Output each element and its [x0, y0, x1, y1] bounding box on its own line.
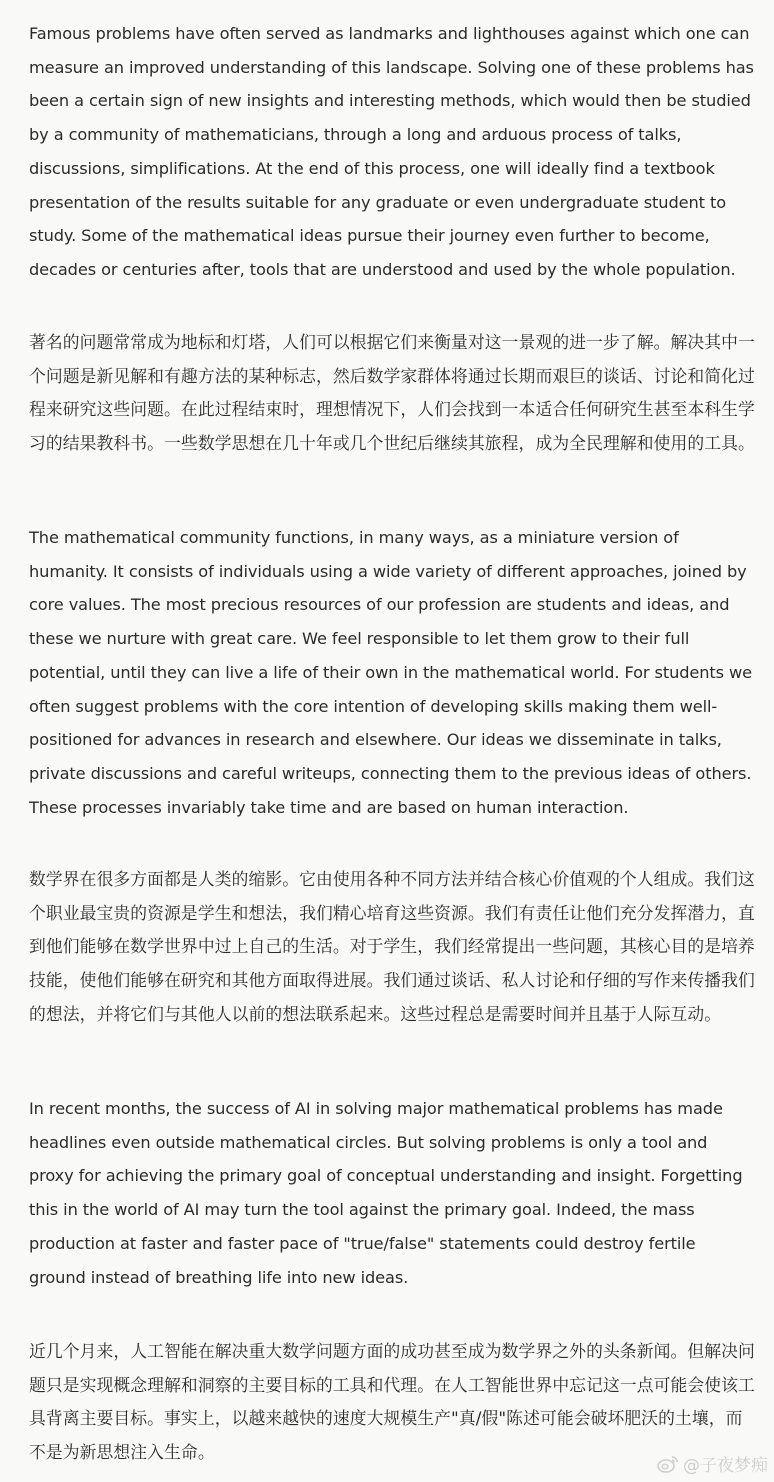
watermark-text: @子夜梦痴	[683, 1456, 768, 1476]
paragraph-chinese-3: 近几个月来，人工智能在解决重大数学问题方面的成功甚至成为数学界之外的头条新闻。但解决问题只是实现概念理解和洞察的主要目标的工具和代理。在人工智能世界中忘记这一点可能会使该工具背离主要目标。事实上，以越来越快的速度大规模生产"真/假"陈述可能会破坏肥沃的土壤，而不是为新思想注入生命。	[29, 1341, 755, 1463]
paragraph-english-2: The mathematical community functions, in many ways, as a miniature version of humanity. It consists of individuals using a wide variety of different approaches, joined by core values. The most precious resources of our profession are students and ideas, and these we nurture with great care. We feel responsible to let them grow to their full potential, until they can live a life of their own in the mathematical world. For students we often suggest problems with the core intention of developing skills making them well-positioned for advances in research and elsewhere. Our ideas we disseminate in talks, private discussions and careful writeups, connecting them to the previous ideas of others. These processes invariably take time and are based on human interaction.	[29, 528, 753, 817]
watermark	[657, 1451, 768, 1476]
paragraph-chinese-2: 数学界在很多方面都是人类的缩影。它由使用各种不同方法并结合核心价值观的个人组成。我们这个职业最宝贵的资源是学生和想法，我们精心培育这些资源。我们有责任让他们充分发挥潜力，直到他们能够在数学世界中过上自己的生活。对于学生，我们经常提出一些问题，其核心目的是培养技能，使他们能够在研究和其他方面取得进展。我们通过谈话、私人讨论和仔细的写作来传播我们的想法，并将它们与其他人以前的想法联系起来。这些过程总是需要时间并且基于人际互动。	[29, 869, 755, 1024]
paragraph-english-1: Famous problems have often served as landmarks and lighthouses against which one can measure an improved understanding of this landscape. Solving one of these problems has been a certain sign of new insights and interesting methods, which would then be studied by a community of mathematicians, through a long and arduous process of talks, discussions, simplifications. At the end of this process, one will ideally find a textbook presentation of the results suitable for any graduate or even undergraduate student to study. Some of the mathematical ideas pursue their journey even further to become, decades or centuries after, tools that are understood and used by the whole population.	[29, 24, 754, 279]
paragraph-chinese-1: 著名的问题常常成为地标和灯塔，人们可以根据它们来衡量对这一景观的进一步了解。解决其中一个问题是新见解和有趣方法的某种标志，然后数学家群体将通过长期而艰巨的谈话、讨论和简化过程来研究这些问题。在此过程结束时，理想情况下，人们会找到一本适合任何研究生甚至本科生学习的结果教科书。一些数学思想在几十年或几个世纪后继续其旅程，成为全民理解和使用的工具。	[29, 332, 755, 454]
weibo-logo-icon	[657, 1455, 679, 1473]
paragraph-english-3: In recent months, the success of AI in solving major mathematical problems has made headlines even outside mathematical circles. But solving problems is only a tool and proxy for achieving the primary goal of conceptual understanding and insight. Forgetting this in the world of AI may turn the tool against the primary goal. Indeed, the mass production at faster and faster pace of "true/false" statements could destroy fertile ground instead of breathing life into new ideas.	[29, 1099, 743, 1287]
